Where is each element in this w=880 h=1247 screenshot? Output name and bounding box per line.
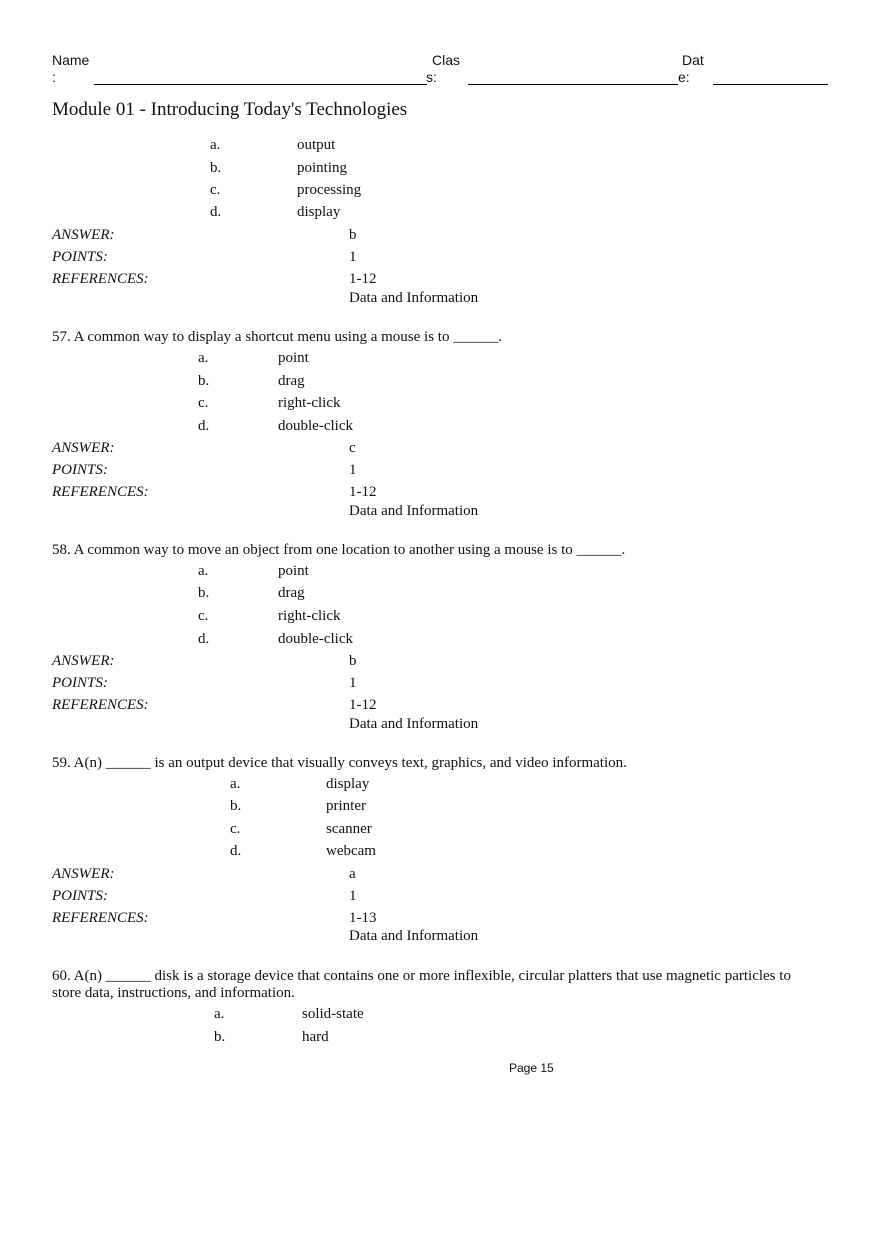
q57-question: 57. A common way to display a shortcut menu using a mouse is to ______. [52, 329, 502, 345]
q56-option-d-letter: d. [210, 204, 222, 220]
q59-option-b-letter: b. [230, 798, 242, 814]
module-title: Module 01 - Introducing Today's Technologies [52, 99, 408, 120]
q59-question: 59. A(n) ______ is an output device that visually conveys text, graphics, and video information. [52, 755, 627, 771]
q57-option-a-text: point [278, 350, 309, 366]
q56-references-label: REFERENCES: [52, 271, 149, 287]
q58-references-label: REFERENCES: [52, 697, 149, 713]
q56-option-a-letter: a. [210, 137, 221, 153]
q56-points-label: POINTS: [52, 249, 108, 265]
name-label: Name [52, 52, 90, 68]
q57-ref-pages: 1-12 [349, 484, 377, 500]
q57-ref-topic: Data and Information [349, 503, 479, 519]
q58-answer-value: b [349, 653, 357, 669]
q57-option-a-letter: a. [198, 350, 209, 366]
q59-answer-value: a [349, 866, 356, 882]
name-label-colon: : [52, 69, 56, 85]
q58-answer-label: ANSWER: [52, 653, 115, 669]
q58-option-a-text: point [278, 563, 309, 579]
class-label-suffix: s: [426, 69, 437, 85]
class-field-line[interactable] [468, 84, 678, 85]
q60-option-a-letter: a. [214, 1006, 225, 1022]
q56-option-b-text: pointing [297, 160, 348, 176]
q57-option-d-letter: d. [198, 418, 210, 434]
q56-option-d-text: display [297, 204, 341, 220]
q58-option-b-letter: b. [198, 585, 210, 601]
q58-option-d-text: double-click [278, 631, 353, 647]
q57-points-value: 1 [349, 462, 357, 478]
q57-option-d-text: double-click [278, 418, 353, 434]
q57-answer-value: c [349, 440, 356, 456]
q59-option-c-text: scanner [326, 821, 372, 837]
q56-option-b-letter: b. [210, 160, 222, 176]
q59-option-a-letter: a. [230, 776, 241, 792]
q59-option-c-letter: c. [230, 821, 241, 837]
q58-option-c-letter: c. [198, 608, 209, 624]
name-field-line[interactable] [94, 84, 427, 85]
q60-question: 60. A(n) ______ disk is a storage device that contains one or more inflexible, circular platters that use magnetic particles to store data, instructions, and information. [52, 968, 791, 1001]
q59-option-d-text: webcam [326, 843, 376, 859]
q57-option-b-letter: b. [198, 373, 210, 389]
q59-ref-topic: Data and Information [349, 928, 479, 944]
q58-option-a-letter: a. [198, 563, 209, 579]
q56-ref-pages: 1-12 [349, 271, 377, 287]
class-label: Clas [432, 52, 461, 68]
q56-answer-value: b [349, 227, 357, 243]
q59-option-b-text: printer [326, 798, 366, 814]
q60-option-b-text: hard [302, 1029, 329, 1045]
q59-answer-label: ANSWER: [52, 866, 115, 882]
q58-option-b-text: drag [278, 585, 305, 601]
q57-answer-label: ANSWER: [52, 440, 115, 456]
q58-ref-pages: 1-12 [349, 697, 377, 713]
q56-option-a-text: output [297, 137, 336, 153]
q59-references-label: REFERENCES: [52, 910, 149, 926]
q58-points-value: 1 [349, 675, 357, 691]
q57-option-c-letter: c. [198, 395, 209, 411]
q59-option-a-text: display [326, 776, 370, 792]
q59-option-d-letter: d. [230, 843, 242, 859]
q59-ref-pages: 1-13 [349, 910, 377, 926]
q56-points-value: 1 [349, 249, 357, 265]
q60-option-a-text: solid-state [302, 1006, 364, 1022]
q59-points-label: POINTS: [52, 888, 108, 904]
q56-ref-topic: Data and Information [349, 290, 479, 306]
q56-answer-label: ANSWER: [52, 227, 115, 243]
q58-option-d-letter: d. [198, 631, 210, 647]
q57-references-label: REFERENCES: [52, 484, 149, 500]
q59-points-value: 1 [349, 888, 357, 904]
q57-option-b-text: drag [278, 373, 305, 389]
q57-option-c-text: right-click [278, 395, 341, 411]
q60-option-b-letter: b. [214, 1029, 226, 1045]
q58-points-label: POINTS: [52, 675, 108, 691]
page-number: Page 15 [509, 1061, 554, 1075]
q56-option-c-text: processing [297, 182, 362, 198]
q58-ref-topic: Data and Information [349, 716, 479, 732]
date-field-line[interactable] [713, 84, 828, 85]
q58-option-c-text: right-click [278, 608, 341, 624]
q58-question: 58. A common way to move an object from one location to another using a mouse is to ______. [52, 542, 626, 558]
q57-points-label: POINTS: [52, 462, 108, 478]
date-label-suffix: e: [678, 69, 690, 85]
q56-option-c-letter: c. [210, 182, 221, 198]
date-label: Dat [682, 52, 704, 68]
